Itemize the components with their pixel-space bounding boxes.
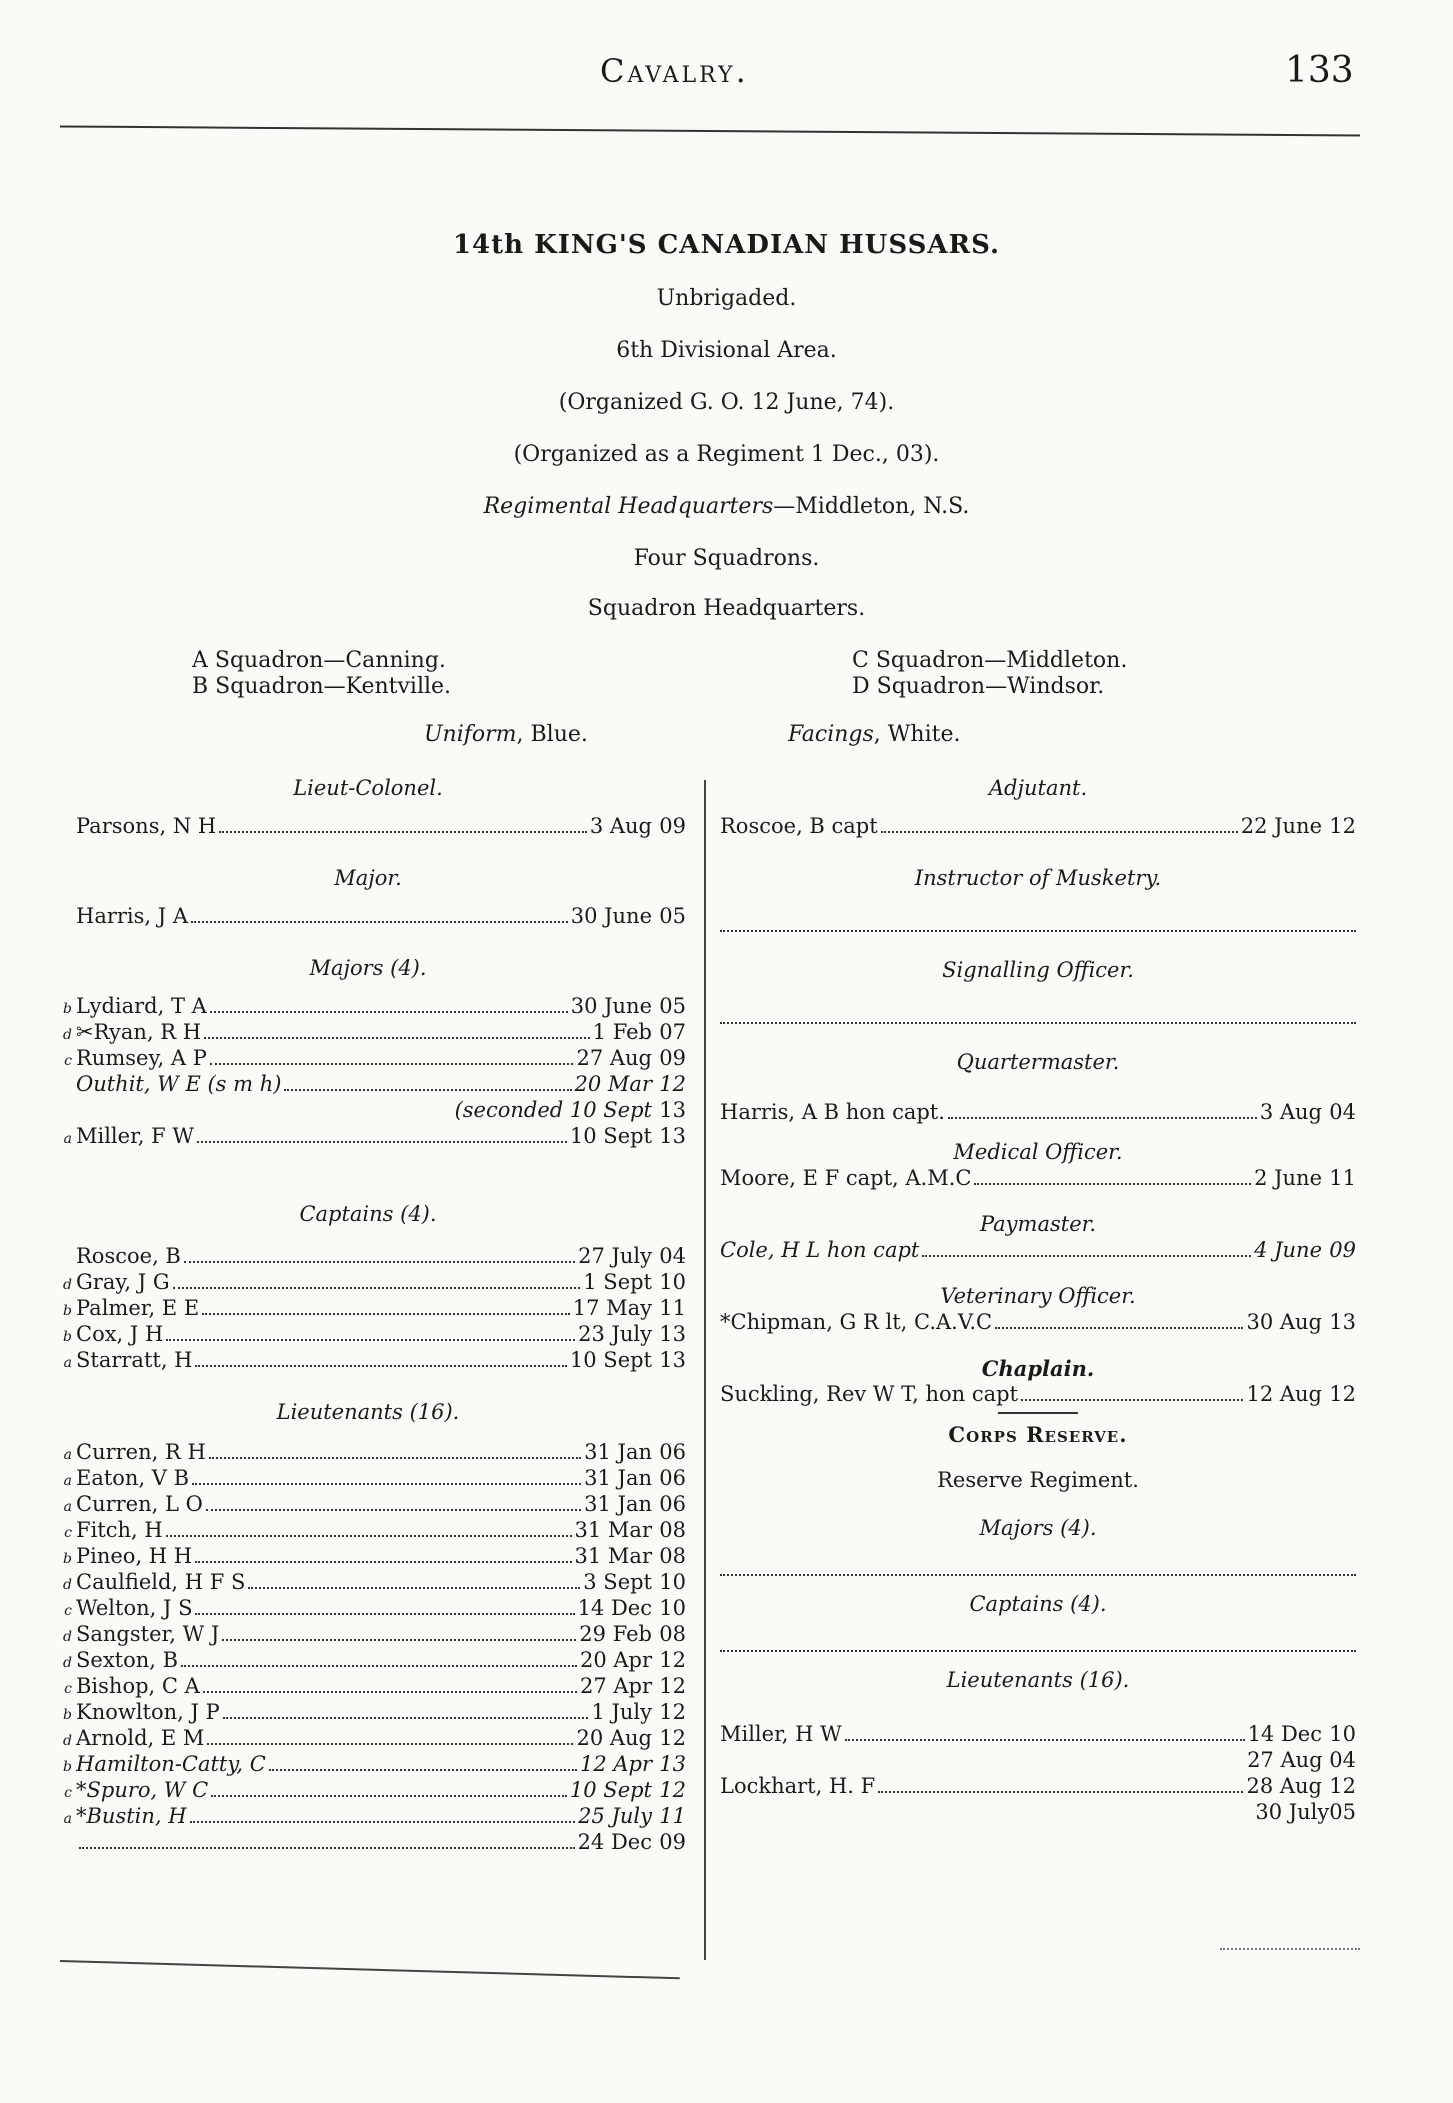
officer-date: 23 July xyxy=(578,1322,652,1346)
officer-name: Roscoe, B xyxy=(76,1244,181,1268)
officer-year: 05 xyxy=(659,994,686,1018)
officer-date: 31 Jan xyxy=(584,1492,652,1516)
list-mark: c xyxy=(64,1681,72,1697)
list-mark: b xyxy=(63,1551,72,1567)
officer-date: 28 Aug xyxy=(1246,1774,1322,1798)
officer-name: Bishop, C A xyxy=(76,1674,200,1698)
leader-dots xyxy=(720,1010,1356,1024)
list-item xyxy=(720,1166,1356,1192)
officer-date: 2 June xyxy=(1254,1166,1322,1190)
list-mark: a xyxy=(63,1473,72,1489)
leader-dots xyxy=(209,1457,581,1459)
list-item xyxy=(50,1622,686,1648)
list-item xyxy=(50,1020,686,1046)
officer-year: 04 xyxy=(659,1244,686,1268)
leader-dots xyxy=(720,1562,1356,1576)
officer-year: 13 xyxy=(659,1752,686,1776)
officer-year: 13 xyxy=(1329,1310,1356,1334)
officer-name: Knowlton, J P xyxy=(76,1700,220,1724)
list-item xyxy=(50,1544,686,1570)
leader-dots xyxy=(195,1613,574,1615)
officer-year: 12 xyxy=(659,1726,686,1750)
officer-date: 30 June xyxy=(570,994,652,1018)
facings xyxy=(788,722,960,747)
officer-date: 1 July xyxy=(591,1700,652,1724)
list-mark: d xyxy=(63,1277,72,1293)
officer-date: 10 Sept xyxy=(569,1778,652,1802)
officer-year: 05 xyxy=(659,904,686,928)
column-divider xyxy=(704,780,706,1960)
list-item xyxy=(720,1722,1356,1748)
officer-date: 29 Feb xyxy=(579,1622,652,1646)
list-mark: d xyxy=(63,1577,72,1593)
officer-year: 11 xyxy=(1329,1166,1356,1190)
corps-reserve-heading: Corps Reserve. xyxy=(948,1422,1128,1447)
majors-heading: Majors (4). xyxy=(309,956,427,980)
squadrons-right xyxy=(852,648,1127,700)
officer-year: 04 xyxy=(1329,1100,1356,1124)
list-item xyxy=(50,1700,686,1726)
officer-date: 10 Sept xyxy=(569,1348,652,1372)
officer-year: 13 xyxy=(659,1322,686,1346)
officer-name: Sangster, W J xyxy=(76,1622,220,1646)
officer-date: 22 June xyxy=(1240,814,1322,838)
list-item xyxy=(50,1570,686,1596)
officer-date: 14 Dec xyxy=(577,1596,652,1620)
officer-date: 27 July xyxy=(578,1244,652,1268)
list-item xyxy=(50,1492,686,1518)
leader-dots xyxy=(210,1063,574,1065)
leader-dots xyxy=(211,1795,567,1797)
facings-label: Facings xyxy=(788,722,874,747)
officer-date: 12 Apr xyxy=(579,1752,652,1776)
musketry-heading: Instructor of Musketry. xyxy=(914,866,1162,890)
list-item xyxy=(50,1596,686,1622)
chaplain-heading: Chaplain. xyxy=(981,1356,1095,1381)
officer-year: 08 xyxy=(659,1622,686,1646)
officer-date: 30 June xyxy=(570,904,652,928)
officer-name: Harris, J A xyxy=(76,904,189,928)
leader-dots xyxy=(207,1743,573,1745)
page-number: 133 xyxy=(1285,50,1354,91)
list-item xyxy=(50,1348,686,1374)
officer-name: ✂Ryan, R H xyxy=(76,1020,202,1044)
list-item xyxy=(50,994,686,1020)
unit-brigade: Unbrigaded. xyxy=(656,286,797,311)
leader-dots xyxy=(922,1255,1251,1257)
officer-name: Palmer, E E xyxy=(76,1296,200,1320)
officer-name: Sexton, B xyxy=(76,1648,179,1672)
list-item xyxy=(720,1310,1356,1336)
officer-year: 12 xyxy=(1329,1382,1356,1406)
officer-year: 12 xyxy=(659,1072,686,1096)
officer-name: Rumsey, A P xyxy=(76,1046,207,1070)
reserve-lieutenants-heading: Lieutenants (16). xyxy=(946,1668,1130,1692)
list-mark: c xyxy=(64,1603,72,1619)
officer-name: Harris, A B hon capt. xyxy=(720,1100,945,1124)
officer-name: Hamilton-Catty, C xyxy=(76,1752,266,1776)
list-item xyxy=(50,1518,686,1544)
lieutenants-list xyxy=(50,1440,686,1856)
hq-label: Regimental Headquarters xyxy=(483,494,774,519)
leader-dots xyxy=(181,1665,577,1667)
list-item xyxy=(50,1830,686,1856)
hq-place: —Middleton, N.S. xyxy=(773,494,970,519)
leader-dots xyxy=(166,1339,575,1341)
officer-year: 06 xyxy=(659,1466,686,1490)
officer-name: Arnold, E M xyxy=(76,1726,205,1750)
leader-dots xyxy=(223,1717,589,1719)
captains-heading: Captains (4). xyxy=(299,1202,437,1226)
leader-dots xyxy=(79,1847,575,1849)
list-item xyxy=(50,1046,686,1072)
running-title: Cavalry. xyxy=(600,52,749,90)
leader-dots xyxy=(195,1561,571,1563)
list-mark: d xyxy=(63,1629,72,1645)
list-mark: c xyxy=(64,1785,72,1801)
list-item xyxy=(50,1466,686,1492)
regimental-hq xyxy=(0,494,1453,519)
officer-date: 1 Sept xyxy=(583,1270,652,1294)
leader-dots xyxy=(190,1821,576,1823)
officer-year: 13 xyxy=(659,1348,686,1372)
right-column xyxy=(720,776,1356,1826)
leader-dots xyxy=(184,1261,575,1263)
officer-year: 06 xyxy=(659,1440,686,1464)
officer-name: Miller, H W xyxy=(720,1722,842,1746)
list-item xyxy=(50,1804,686,1830)
lieut-colonel-heading: Lieut-Colonel. xyxy=(293,776,443,800)
leader-dots xyxy=(222,1639,576,1641)
list-mark: a xyxy=(63,1131,72,1147)
list-mark: d xyxy=(63,1733,72,1749)
list-mark: a xyxy=(63,1447,72,1463)
leader-dots xyxy=(720,918,1356,932)
officer-name: Outhit, W E (s m h) xyxy=(76,1072,282,1096)
section-rule xyxy=(998,1412,1078,1414)
unit-organized: (Organized G. O. 12 June, 74). xyxy=(558,390,895,415)
list-mark: c xyxy=(64,1053,72,1069)
officer-name: Gray, J G xyxy=(76,1270,170,1294)
officer-year: 09 xyxy=(659,814,686,838)
list-item xyxy=(50,1674,686,1700)
officer-date: 25 July xyxy=(578,1804,652,1828)
officer-sub-date: 30 July05 xyxy=(1255,1800,1356,1824)
list-item xyxy=(50,1752,686,1778)
leader-dots xyxy=(204,1037,590,1039)
officer-name: Lockhart, H. F xyxy=(720,1774,876,1798)
officer-name: Curren, L O xyxy=(76,1492,203,1516)
officer-year: 12 xyxy=(659,1700,686,1724)
uniform-label: Uniform xyxy=(424,722,517,747)
officer-date: 31 Mar xyxy=(574,1518,652,1542)
officer-name: Caulfield, H F S xyxy=(76,1570,246,1594)
squadron-b: B Squadron—Kentville. xyxy=(192,674,452,699)
list-item xyxy=(50,1648,686,1674)
seconded-text: (seconded 10 Sept xyxy=(454,1098,652,1122)
squadron-hq-heading: Squadron Headquarters. xyxy=(587,596,866,621)
officer-date: 17 May xyxy=(572,1296,652,1320)
officer-name: Welton, J S xyxy=(76,1596,193,1620)
leader-dots xyxy=(269,1769,577,1771)
officer-date: 31 Jan xyxy=(584,1466,652,1490)
unit-area: 6th Divisional Area. xyxy=(616,338,837,363)
list-item xyxy=(50,1124,686,1150)
leader-dots xyxy=(195,1365,566,1367)
officer-date: 27 Apr xyxy=(579,1674,652,1698)
officer-date: 24 Dec xyxy=(577,1830,652,1854)
unit-title: 14th KING'S CANADIAN HUSSARS. xyxy=(452,230,1001,260)
seconded-note xyxy=(50,1098,686,1124)
reserve-lieutenants-list xyxy=(720,1722,1356,1826)
leader-dots xyxy=(210,1011,568,1013)
officer-year: 10 xyxy=(659,1270,686,1294)
list-item xyxy=(50,1072,686,1098)
uniform xyxy=(424,722,588,747)
lieutenants-heading: Lieutenants (16). xyxy=(276,1400,460,1424)
facings-value: , White. xyxy=(873,722,961,747)
officer-year: 12 xyxy=(659,1778,686,1802)
leader-dots xyxy=(219,831,587,833)
officer-year: 10 xyxy=(659,1596,686,1620)
officer-year: 09 xyxy=(659,1830,686,1854)
officer-year: 11 xyxy=(659,1296,686,1320)
officer-name: Curren, R H xyxy=(76,1440,206,1464)
header-rule xyxy=(60,125,1360,136)
list-item xyxy=(50,1440,686,1466)
list-item xyxy=(50,1778,686,1804)
officer-date: 31 Jan xyxy=(584,1440,652,1464)
list-item xyxy=(720,814,1356,840)
list-mark: b xyxy=(63,1303,72,1319)
officer-date: 1 Feb xyxy=(592,1020,652,1044)
list-mark: b xyxy=(63,1001,72,1017)
officer-year: 11 xyxy=(659,1804,686,1828)
officer-date: 20 Aug xyxy=(576,1726,652,1750)
officer-name: Parsons, N H xyxy=(76,814,217,838)
squadron-d: D Squadron—Windsor. xyxy=(852,674,1105,699)
list-item xyxy=(720,1238,1356,1264)
officer-name: Cox, J H xyxy=(76,1322,164,1346)
seconded-year: 13 xyxy=(659,1098,686,1122)
leader-dots xyxy=(166,1535,572,1537)
leader-dots xyxy=(197,1141,567,1143)
list-item xyxy=(50,814,686,840)
leader-dots xyxy=(948,1117,1257,1119)
officer-year: 09 xyxy=(1329,1238,1356,1262)
signalling-heading: Signalling Officer. xyxy=(942,958,1134,982)
officer-name: Roscoe, B capt xyxy=(720,814,878,838)
officer-sub-date: 27 Aug 04 xyxy=(1247,1748,1356,1772)
squadron-count: Four Squadrons. xyxy=(633,546,820,571)
officer-year: 10 xyxy=(1329,1722,1356,1746)
list-item xyxy=(720,1774,1356,1800)
list-mark: b xyxy=(63,1329,72,1345)
officer-date: 14 Dec xyxy=(1247,1722,1322,1746)
list-item xyxy=(50,1244,686,1270)
squadron-c: C Squadron—Middleton. xyxy=(852,648,1128,673)
list-mark: b xyxy=(63,1707,72,1723)
leader-dots xyxy=(203,1691,577,1693)
officer-date: 20 Apr xyxy=(579,1648,652,1672)
adjutant-heading: Adjutant. xyxy=(988,776,1088,800)
officer-year: 07 xyxy=(659,1020,686,1044)
leader-dots xyxy=(720,1638,1356,1652)
officer-name: Suckling, Rev W T, hon capt xyxy=(720,1382,1018,1406)
officer-date: 12 Aug xyxy=(1246,1382,1322,1406)
leader-dots xyxy=(173,1287,581,1289)
leader-dots xyxy=(845,1739,1245,1741)
officer-name: Moore, E F capt, A.M.C xyxy=(720,1166,972,1190)
officer-date: 20 Mar xyxy=(574,1072,652,1096)
list-item xyxy=(50,1726,686,1752)
veterinary-heading: Veterinary Officer. xyxy=(940,1284,1136,1308)
leader-dots xyxy=(206,1509,581,1511)
officer-date: 3 Aug xyxy=(589,814,652,838)
officer-date: 27 Aug xyxy=(576,1046,652,1070)
list-item xyxy=(50,1270,686,1296)
list-item xyxy=(50,1296,686,1322)
officer-name: *Spuro, W C xyxy=(76,1778,209,1802)
reserve-regiment-heading: Reserve Regiment. xyxy=(937,1468,1139,1492)
squadrons-left xyxy=(192,648,451,700)
major-heading: Major. xyxy=(334,866,402,890)
paymaster-heading: Paymaster. xyxy=(979,1212,1097,1236)
unit-organized-regiment: (Organized as a Regiment 1 Dec., 03). xyxy=(513,442,940,467)
officer-name: Fitch, H xyxy=(76,1518,163,1542)
officer-name: Starratt, H xyxy=(76,1348,193,1372)
list-mark: b xyxy=(63,1759,72,1775)
officer-year: 09 xyxy=(659,1046,686,1070)
medical-heading: Medical Officer. xyxy=(953,1140,1123,1164)
leader-dots xyxy=(881,831,1238,833)
officer-name: Cole, H L hon capt xyxy=(720,1238,920,1262)
officer-year: 08 xyxy=(659,1544,686,1568)
reserve-majors-heading: Majors (4). xyxy=(979,1516,1097,1540)
officer-name: Lydiard, T A xyxy=(76,994,207,1018)
footer-rule-left xyxy=(60,1960,680,1979)
list-item xyxy=(720,1100,1356,1126)
leader-dots xyxy=(192,1483,581,1485)
officer-date: 3 Aug xyxy=(1259,1100,1322,1124)
quartermaster-heading: Quartermaster. xyxy=(956,1050,1120,1074)
list-mark: d xyxy=(63,1655,72,1671)
officer-year: 12 xyxy=(659,1648,686,1672)
officer-year: 10 xyxy=(659,1570,686,1594)
officer-date: 4 June xyxy=(1254,1238,1322,1262)
officer-year: 12 xyxy=(1329,1774,1356,1798)
list-mark: a xyxy=(63,1811,72,1827)
officer-date: 31 Mar xyxy=(574,1544,652,1568)
left-column xyxy=(50,776,686,1856)
officer-name: Pineo, H H xyxy=(76,1544,193,1568)
majors-list xyxy=(50,994,686,1150)
leader-dots xyxy=(248,1587,580,1589)
leader-dots xyxy=(284,1089,571,1091)
list-mark: a xyxy=(63,1499,72,1515)
officer-date: 3 Sept xyxy=(583,1570,652,1594)
footer-rule-right xyxy=(1220,1948,1360,1950)
officer-year: 06 xyxy=(659,1492,686,1516)
leader-dots xyxy=(878,1791,1243,1793)
officer-name: Miller, F W xyxy=(76,1124,194,1148)
leader-dots xyxy=(191,921,568,923)
captains-list xyxy=(50,1244,686,1374)
officer-year: 08 xyxy=(659,1518,686,1542)
list-item xyxy=(50,904,686,930)
leader-dots xyxy=(995,1327,1243,1329)
leader-dots xyxy=(1021,1399,1243,1401)
officer-year: 12 xyxy=(1329,814,1356,838)
officer-name: *Bustin, H xyxy=(76,1804,187,1828)
officer-name: *Chipman, G R lt, C.A.V.C xyxy=(720,1310,993,1334)
officer-date: 30 Aug xyxy=(1246,1310,1322,1334)
uniform-value: , Blue. xyxy=(516,722,588,747)
squadron-a: A Squadron—Canning. xyxy=(192,648,446,673)
officer-date: 10 Sept xyxy=(569,1124,652,1148)
reserve-captains-heading: Captains (4). xyxy=(969,1592,1107,1616)
leader-dots xyxy=(974,1183,1251,1185)
list-item xyxy=(720,1382,1356,1408)
leader-dots xyxy=(202,1313,570,1315)
list-mark: a xyxy=(63,1355,72,1371)
officer-name: Eaton, V B xyxy=(76,1466,190,1490)
list-item xyxy=(50,1322,686,1348)
officer-year: 12 xyxy=(659,1674,686,1698)
officer-year: 13 xyxy=(659,1124,686,1148)
list-mark: d xyxy=(63,1027,72,1043)
list-mark: c xyxy=(64,1525,72,1541)
